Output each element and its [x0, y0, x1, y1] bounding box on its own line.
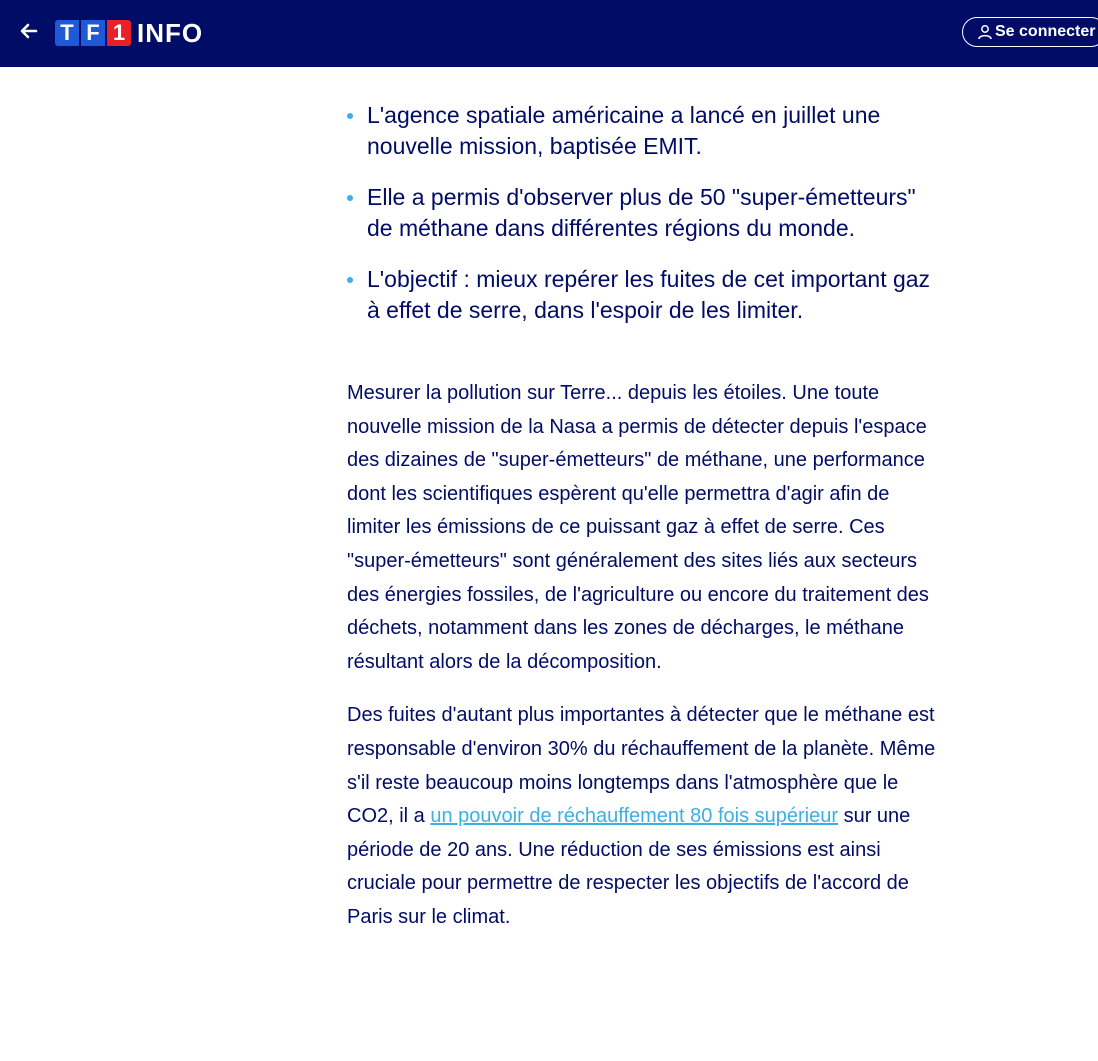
login-button[interactable] [962, 17, 1098, 47]
bullet-dot [347, 195, 353, 201]
article-paragraph: Mesurer la pollution sur Terre... depuis les étoiles. Une toute nouvelle mission de la Nasa a permis de détecter depuis l'espace des dizaines de "super-émetteurs" de méthane, une performance dont les scientifiques espèrent qu'elle permettra d'agir afin de limiter les émissions de ce puissant gaz à effet de serre. Ces "super-émetteurs" sont généralement des sites liés aux secteurs des énergies fossiles, de l'agriculture ou encore du traitement des déchets, notamment dans les zones de décharges, le méthane résultant alors de la décomposition. [347, 382, 929, 673]
paragraph-text: sur une période de 20 ans. Une réduction de ses émissions est ainsi cruciale pour permettre de respecter les objectifs de l'accord de Paris sur le climat. [347, 805, 911, 928]
summary-item [347, 264, 947, 326]
article-paragraph [347, 699, 947, 934]
logo-letter-t: T [55, 20, 79, 46]
summary-item [347, 100, 947, 162]
article-body [347, 100, 947, 935]
back-button[interactable] [14, 18, 44, 48]
warming-power-link[interactable]: un pouvoir de réchauffement 80 fois supérieur [430, 805, 839, 828]
summary-text: L'agence spatiale américaine a lancé en juillet une nouvelle mission, baptisée EMIT. [367, 102, 881, 159]
bullet-dot [347, 113, 353, 119]
arrow-left-icon [19, 21, 39, 46]
article-summary [347, 100, 947, 326]
logo-letter-1: 1 [107, 20, 131, 46]
summary-text: Elle a permis d'observer plus de 50 "super-émetteurs" de méthane dans différentes régions du monde. [367, 184, 916, 241]
tf1-logo-mark [55, 20, 131, 46]
summary-item [347, 182, 947, 244]
tf1-info-logo[interactable] [55, 19, 203, 47]
logo-letter-f: F [79, 20, 107, 46]
login-label: Se connecter [995, 23, 1096, 40]
bullet-dot [347, 277, 353, 283]
paragraph-text: Des fuites d'autant plus importantes à détecter que le méthane est responsable d'environ 30% du réchauffement de la planète. Même s'il reste beaucoup moins longtemps dans l'atmosphère que le CO2, il a [347, 704, 936, 828]
logo-word-info: INFO [137, 17, 204, 48]
summary-text: L'objectif : mieux repérer les fuites de cet important gaz à effet de serre, dans l'espoir de les limiter. [367, 266, 931, 323]
user-icon [977, 24, 993, 40]
site-header [0, 0, 1098, 67]
